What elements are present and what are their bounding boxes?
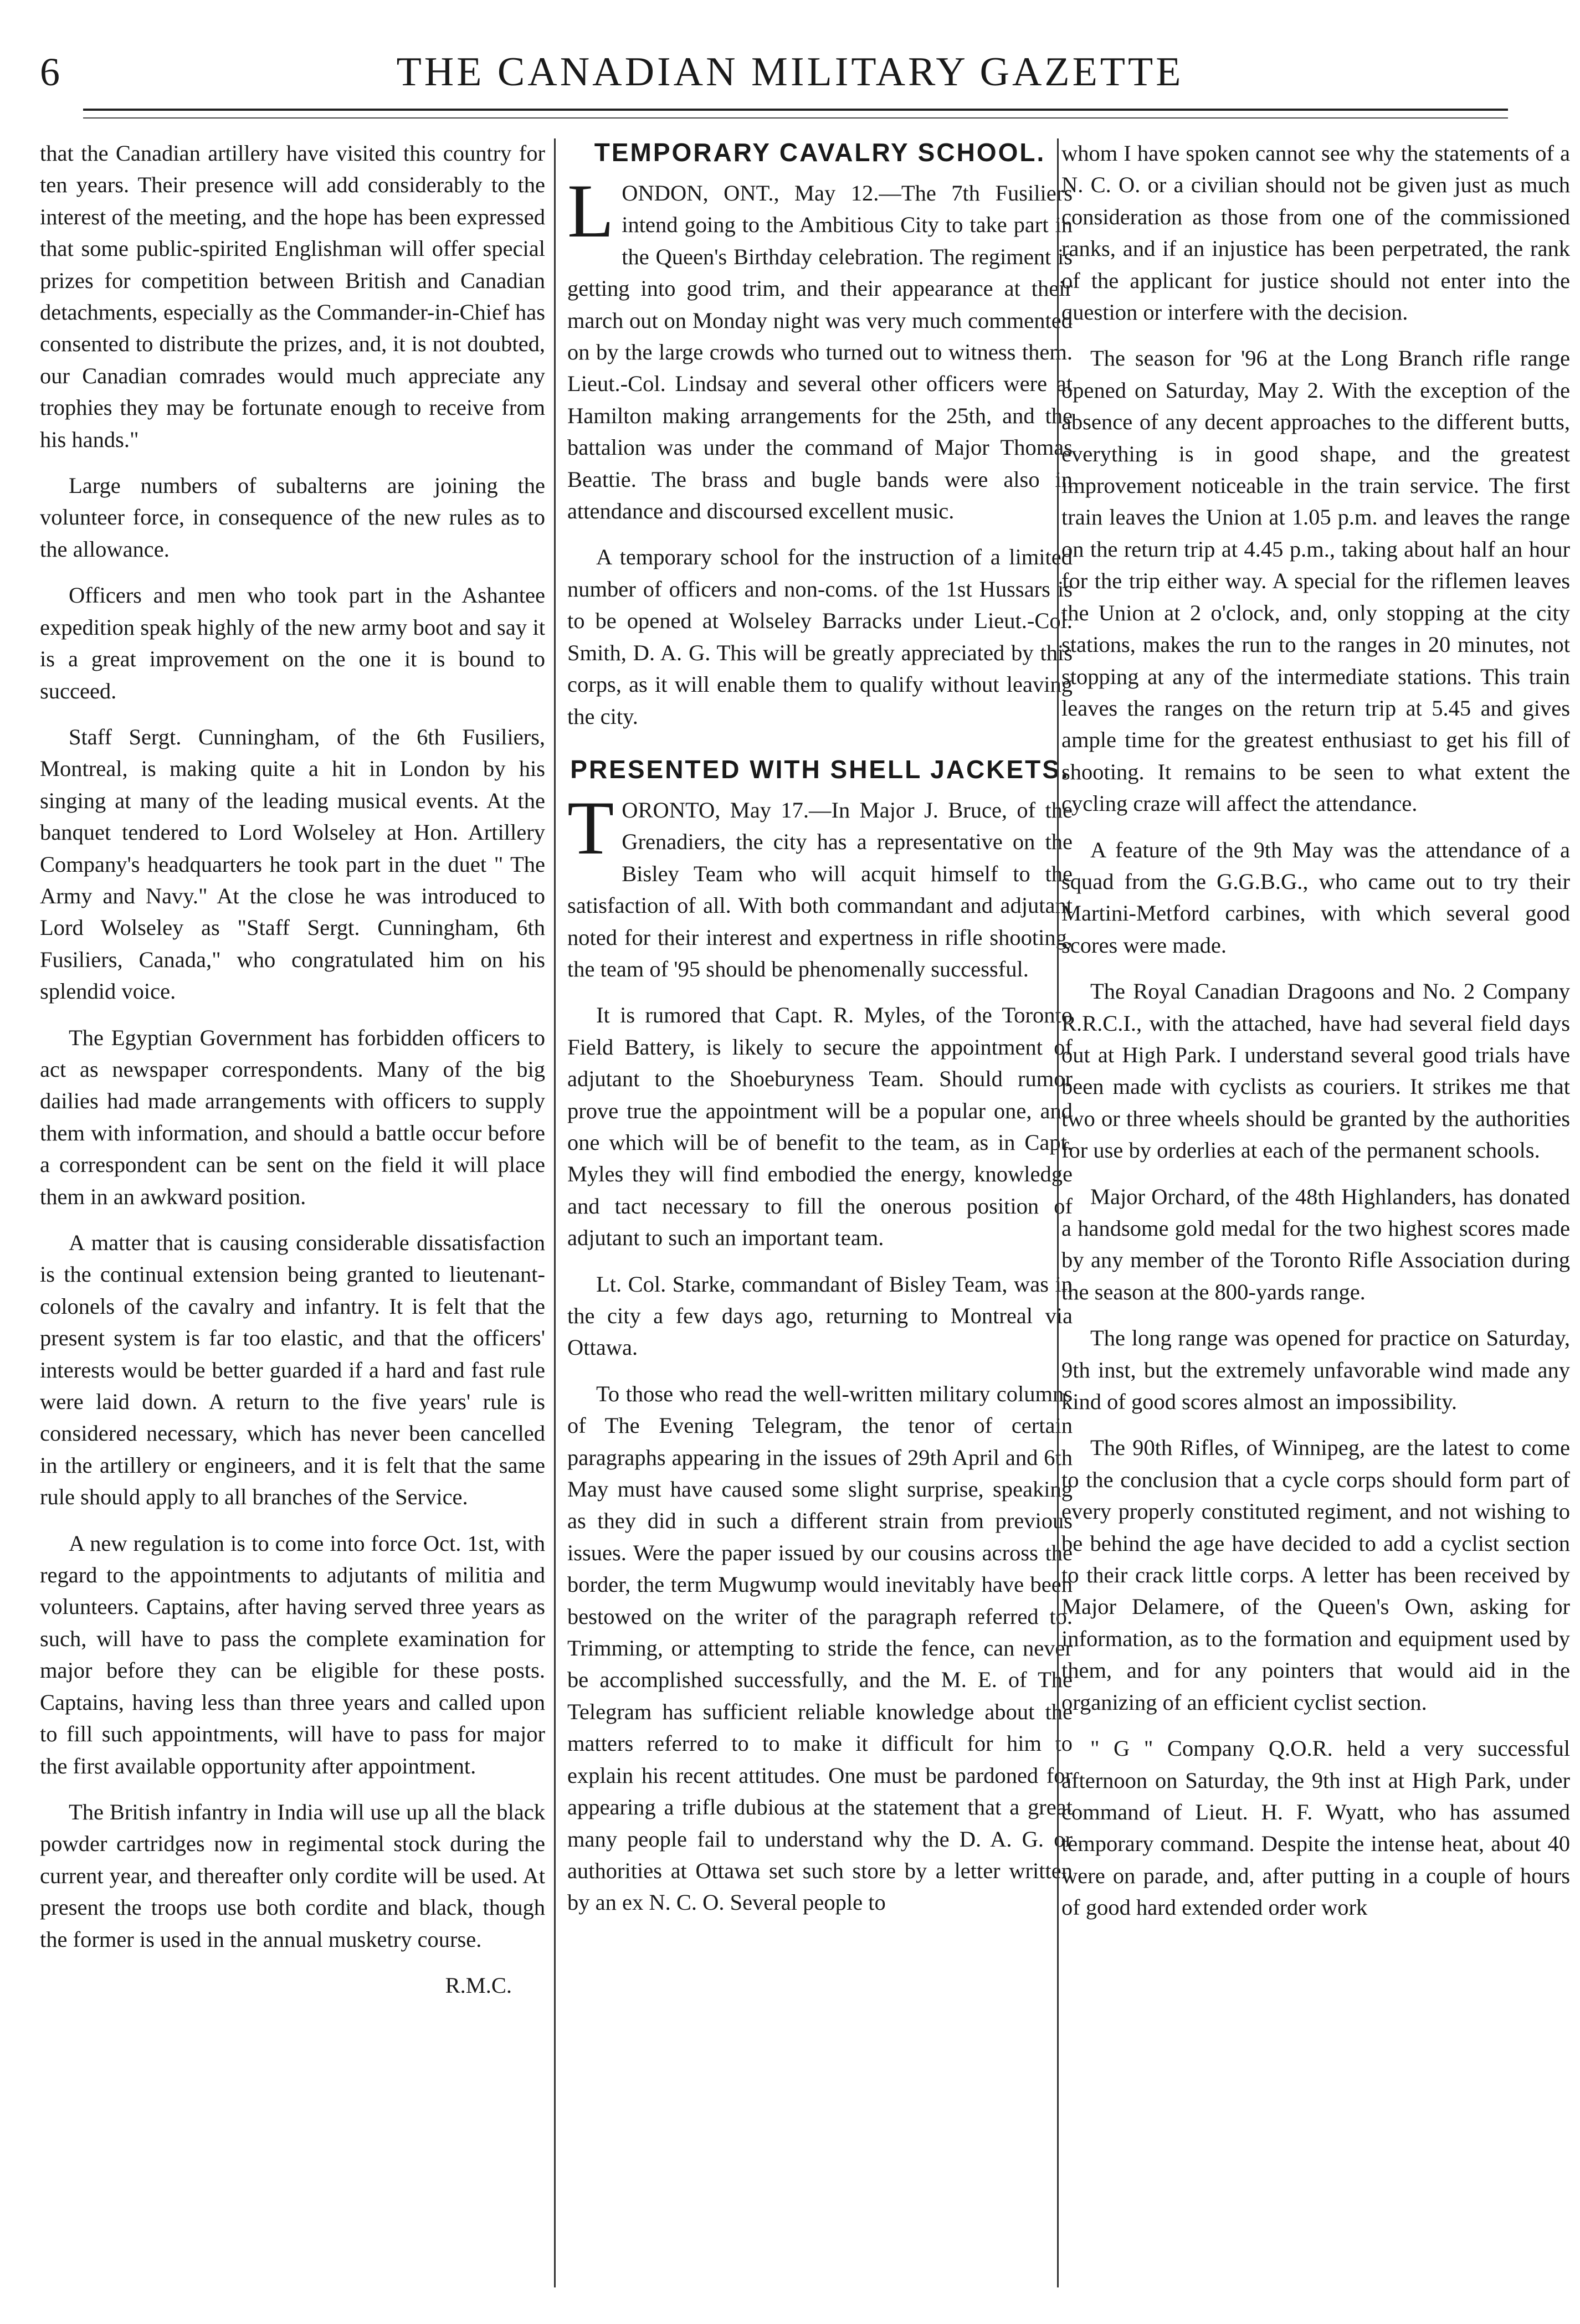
- paragraph: The Egyptian Government has forbidden officers to act as newspaper correspondents. Many of the big dailies had made arrangements with officers to supply them with information, and should a battle occur before a correspondent can be sent on the field it will place them in an awkward position.: [40, 1025, 545, 1209]
- paragraph: Officers and men who took part in the Ashantee expedition speak highly of the new army boot and say it is a great improvement on the one it is bound to succeed.: [40, 583, 545, 703]
- lead-text: ONDON, ONT., May 12.—The 7th Fusiliers intend going to the Ambitious City to take part in the Queen's Birthday celebration. The regiment is getting into good trim, and their appearance at their march out on Monday night was very much commented on by the large crowds who turned out to witness them. Lieut.-Col. Lindsay and several other officers were at Hamilton making arrangements for the 25th, and the battalion was under the command of Major Thomas Beattie. The brass and bugle bands were also in attendance and discoursed excellent music.: [567, 181, 1073, 524]
- middle-column: [567, 137, 1073, 1933]
- page-number: 6: [40, 50, 60, 94]
- paragraph: Major Orchard, of the 48th Highlanders, has donated a handsome gold medal for the two highest scores made by any member of the Toronto Rifle Association during the season at the 800-yards range.: [1061, 1184, 1570, 1304]
- paragraph: A matter that is causing considerable dissatisfaction is the continual extension being granted to lieutenant-colonels of the cavalry and infantry. It is felt that the present system is far too elastic, and that the officers' interests would be better guarded if a hard and fast rule were laid down. A return to the five years' rule is considered necessary, which has never been cancelled in the artillery or engineers, and it is felt that the same rule should apply to all branches of the Service.: [40, 1230, 545, 1510]
- paragraph: Large numbers of subalterns are joining the volunteer force, in consequence of the new rules as to the allowance.: [40, 473, 545, 562]
- paragraph: The Royal Canadian Dragoons and No. 2 Company R.R.C.I., with the attached, have had several field days out at High Park. I understand several good trials have been made with cyclists as couriers. It strikes me that two or three wheels should be granted by the authorities for use by orderlies at each of the permanent schools.: [1061, 979, 1570, 1163]
- publication-title: THE CANADIAN MILITARY GAZETTE: [396, 49, 1184, 95]
- paragraph: that the Canadian artillery have visited this country for ten years. Their presence will add considerably to the interest of the meeting, and the hope has been expressed that some public-spirited Englishman will offer special prizes for competition between British and Canadian detachments, especially as the Commander-in-Chief has consented to distribute the prizes, and, it is not doubted, our Canadian comrades would much appreciate any trophies they may be fortunate enough to receive from his hands.": [40, 141, 545, 452]
- article-heading: TEMPORARY CAVALRY SCHOOL.: [594, 138, 1046, 167]
- paragraph: Staff Sergt. Cunningham, of the 6th Fusiliers, Montreal, is making quite a hit in London by his singing at many of the leading musical events. At the banquet tendered to Lord Wolseley at Hon. Artillery Company's headquarters he took part in the duet " The Army and Navy." At the close he was introduced to Lord Wolseley as "Staff Sergt. Cunningham, 6th Fusiliers, Canada," who congratulated him on his splendid voice.: [40, 724, 545, 1004]
- header-rule-thin: [83, 117, 1508, 119]
- paragraph: Lt. Col. Starke, commandant of Bisley Team, was in the city a few days ago, returning to Montreal via Ottawa.: [567, 1271, 1073, 1360]
- column-divider: [554, 138, 556, 2287]
- paragraph: " G " Company Q.O.R. held a very successful afternoon on Saturday, the 9th inst at High Park, under command of Lieut. H. F. Wyatt, who has assumed temporary command. Despite the intense heat, about 40 were on parade, and, after putting in a couple of hours of good hard extended order work: [1061, 1736, 1570, 1920]
- paragraph: A new regulation is to come into force Oct. 1st, with regard to the appointments to adjutants of militia and volunteers. Captains, after having served three years as such, will have to pass the complete examination for major before they can be eligible for these posts. Captains, having less than three years and called upon to fill such appointments, will have to pass for major the first available opportunity after appointment.: [40, 1530, 545, 1778]
- paragraph: The 90th Rifles, of Winnipeg, are the latest to come to the conclusion that a cycle corps should form part of every properly constituted regiment, and not wishing to be behind the age have decided to add a cyclist section to their crack little corps. A letter has been received by Major Delamere, of the Queen's Own, asking for information, as to the formation and equipment used by them, and for any pointers that would aid in the organizing of an efficient cyclist section.: [1061, 1435, 1570, 1715]
- article-lead-paragraph: [567, 785, 1073, 985]
- paragraph: A feature of the 9th May was the attendance of a squad from the G.G.B.G., who came out to try their Martini-Metford carbines, with which several good scores were made.: [1061, 837, 1570, 958]
- paragraph: It is rumored that Capt. R. Myles, of the Toronto Field Battery, is likely to secure the appointment of adjutant to the Shoeburyness Team. Should rumor prove true the appointment will be a popular one, and one which will be of benefit to the team, as in Capt. Myles they will find embodied the energy, knowledge and tact necessary to fill the onerous position of adjutant to such an important team.: [567, 1002, 1073, 1251]
- lead-text: ORONTO, May 17.—In Major J. Bruce, of the Grenadiers, the city has a representative on the Bisley Team who will acquit himself to the satisfaction of all. With both commandant and adjutant noted for their interest and expertness in rifle shooting, the team of '95 should be phenomenally successful.: [567, 797, 1073, 981]
- paragraph: whom I have spoken cannot see why the statements of a N. C. O. or a civilian should not be given just as much consideration as those from one of the commissioned ranks, and if an injustice has been perpetrated, the rank of the applicant for justice should not enter into the question or interfere with the decision.: [1061, 141, 1570, 325]
- paragraph: To those who read the well-written military columns of The Evening Telegram, the tenor of certain paragraphs appearing in the issues of 29th April and 6th May must have caused some slight surprise, speaking as they did in such a different strain from previous issues. Were the paper issued by our cousins across the border, the term Mugwump would inevitably have been bestowed on the writer of the paragraph referred to. Trimming, or attempting to stride the fence, can never be accomplished successfully, and the M. E. of The Telegram has sufficient reliable knowledge about the matters referred to to make it difficult for him to explain his recent attitudes. One must be pardoned for appearing a trifle dubious at the statement that a great many people fail to understand why the D. A. G. or authorities at Ottawa set such store by a letter written by an ex N. C. O. Several people to: [567, 1381, 1073, 1915]
- article-heading: PRESENTED WITH SHELL JACKETS.: [570, 754, 1070, 784]
- drop-cap: L: [567, 168, 614, 253]
- author-signoff: R.M.C.: [445, 1972, 512, 1998]
- paragraph: A temporary school for the instruction of a limited number of officers and non-coms. of the 1st Hussars is to be opened at Wolseley Barracks under Lieut.-Col. Smith, D. A. G. This will be greatly appreciated by this corps, as it will enable them to qualify without leaving the city.: [567, 544, 1073, 729]
- header-rule: [83, 109, 1508, 111]
- masthead-header: [0, 0, 1580, 127]
- drop-cap: T: [567, 785, 614, 870]
- article-lead-paragraph: [567, 168, 1073, 527]
- paragraph: The season for '96 at the Long Branch rifle range opened on Saturday, May 2. With the exception of the absence of any decent approaches to the different butts, everything is in good shape, and the greatest improvement noticeable in the train service. The first train leaves the Union at 1.05 p.m. and leaves the range on the return trip at 4.45 p.m., taking about half an hour for the trip either way. A special for the riflemen leaves the Union at 2 o'clock, and, only stopping at the city stations, makes the run to the ranges in 20 minutes, not stopping at any of the intermediate stations. This train leaves the ranges on the return trip at 5.45 and gives ample time for the greatest enthusiast to get his fill of shooting. It remains to be seen to what extent the cycling craze will affect the attendance.: [1061, 346, 1570, 816]
- column-divider: [1057, 138, 1059, 2287]
- paragraph: The British infantry in India will use up all the black powder cartridges now in regimental stock during the current year, and thereafter only cordite will be used. At present the troops use both cordite and black, though the former is used in the annual musketry course.: [40, 1799, 545, 1952]
- paragraph: The long range was opened for practice on Saturday, 9th inst, but the extremely unfavorable wind made any kind of good scores almost an impossibility.: [1061, 1325, 1570, 1415]
- left-column: [40, 137, 545, 2001]
- right-column: [1061, 137, 1570, 1938]
